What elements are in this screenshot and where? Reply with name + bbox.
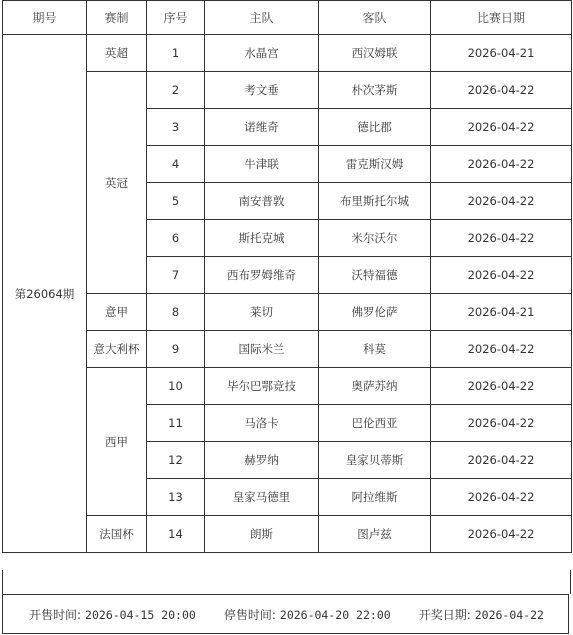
number-cell: 9 [147,331,205,368]
away-team-cell: 奥萨苏纳 [319,368,431,405]
away-team-cell: 米尔沃尔 [319,220,431,257]
number-cell: 12 [147,442,205,479]
competition-cell: 英超 [87,35,147,72]
sale-stop [224,606,391,623]
table-row [3,331,572,368]
date-cell: 2026-04-22 [431,331,572,368]
home-team-cell: 皇家马德里 [205,479,319,516]
number-cell: 1 [147,35,205,72]
number-cell: 8 [147,294,205,331]
home-team-cell: 毕尔巴鄂竞技 [205,368,319,405]
draw-date-value: 2026-04-22 [474,607,544,622]
date-cell: 2026-04-22 [431,183,572,220]
match-schedule-table [2,0,572,553]
home-team-cell: 国际米兰 [205,331,319,368]
competition-cell: 意甲 [87,294,147,331]
date-cell: 2026-04-21 [431,35,572,72]
date-cell: 2026-04-22 [431,220,572,257]
number-cell: 10 [147,368,205,405]
header-match-date: 比赛日期 [431,1,572,35]
number-cell: 2 [147,72,205,109]
away-team-cell: 雷克斯汉姆 [319,146,431,183]
date-cell: 2026-04-21 [431,294,572,331]
table-header-row [3,1,572,35]
away-team-cell: 科莫 [319,331,431,368]
home-team-cell: 水晶宫 [205,35,319,72]
home-team-cell: 牛津联 [205,146,319,183]
date-cell: 2026-04-22 [431,146,572,183]
competition-cell: 西甲 [87,368,147,516]
away-team-cell: 巴伦西亚 [319,405,431,442]
issue-cell: 第26064期 [3,35,87,553]
blank-spacer-row [2,570,571,594]
competition-cell: 意大利杯 [87,331,147,368]
date-cell: 2026-04-22 [431,109,572,146]
date-cell: 2026-04-22 [431,257,572,294]
table-row [3,368,572,405]
away-team-cell: 西汉姆联 [319,35,431,72]
date-cell: 2026-04-22 [431,479,572,516]
home-team-cell: 朗斯 [205,516,319,553]
home-team-cell: 莱切 [205,294,319,331]
away-team-cell: 阿拉维斯 [319,479,431,516]
home-team-cell: 诺维奇 [205,109,319,146]
home-team-cell: 西布罗姆维奇 [205,257,319,294]
number-cell: 13 [147,479,205,516]
header-issue: 期号 [3,1,87,35]
number-cell: 14 [147,516,205,553]
sale-stop-value: 2026-04-20 22:00 [279,607,391,622]
sale-stop-label: 停售时间: [223,607,276,622]
home-team-cell: 马洛卡 [205,405,319,442]
number-cell: 11 [147,405,205,442]
draw-date-label: 开奖日期: [418,607,471,622]
home-team-cell: 赫罗纳 [205,442,319,479]
header-home-team: 主队 [205,1,319,35]
date-cell: 2026-04-22 [431,405,572,442]
away-team-cell: 德比郡 [319,109,431,146]
date-cell: 2026-04-22 [431,368,572,405]
away-team-cell: 图卢兹 [319,516,431,553]
away-team-cell: 沃特福德 [319,257,431,294]
home-team-cell: 考文垂 [205,72,319,109]
number-cell: 4 [147,146,205,183]
sale-start-value: 2026-04-15 20:00 [85,607,196,622]
number-cell: 6 [147,220,205,257]
competition-cell: 法国杯 [87,516,147,553]
away-team-cell: 朴次茅斯 [319,72,431,109]
away-team-cell: 佛罗伦萨 [319,294,431,331]
away-team-cell: 皇家贝蒂斯 [319,442,431,479]
home-team-cell: 斯托克城 [205,220,319,257]
table-row [3,72,572,109]
table-row [3,294,572,331]
table-row [3,35,572,72]
date-cell: 2026-04-22 [431,72,572,109]
competition-cell: 英冠 [87,72,147,294]
sale-info-footer [2,594,569,634]
home-team-cell: 南安普敦 [205,183,319,220]
draw-date [419,606,544,623]
number-cell: 3 [147,109,205,146]
table-row [3,516,572,553]
date-cell: 2026-04-22 [431,516,572,553]
header-number: 序号 [147,1,205,35]
away-team-cell: 布里斯托尔城 [319,183,431,220]
date-cell: 2026-04-22 [431,442,572,479]
number-cell: 7 [147,257,205,294]
number-cell: 5 [147,183,205,220]
header-competition: 赛制 [87,1,147,35]
sale-start-label: 开售时间: [29,607,82,622]
sale-start [29,606,196,623]
header-away-team: 客队 [319,1,431,35]
